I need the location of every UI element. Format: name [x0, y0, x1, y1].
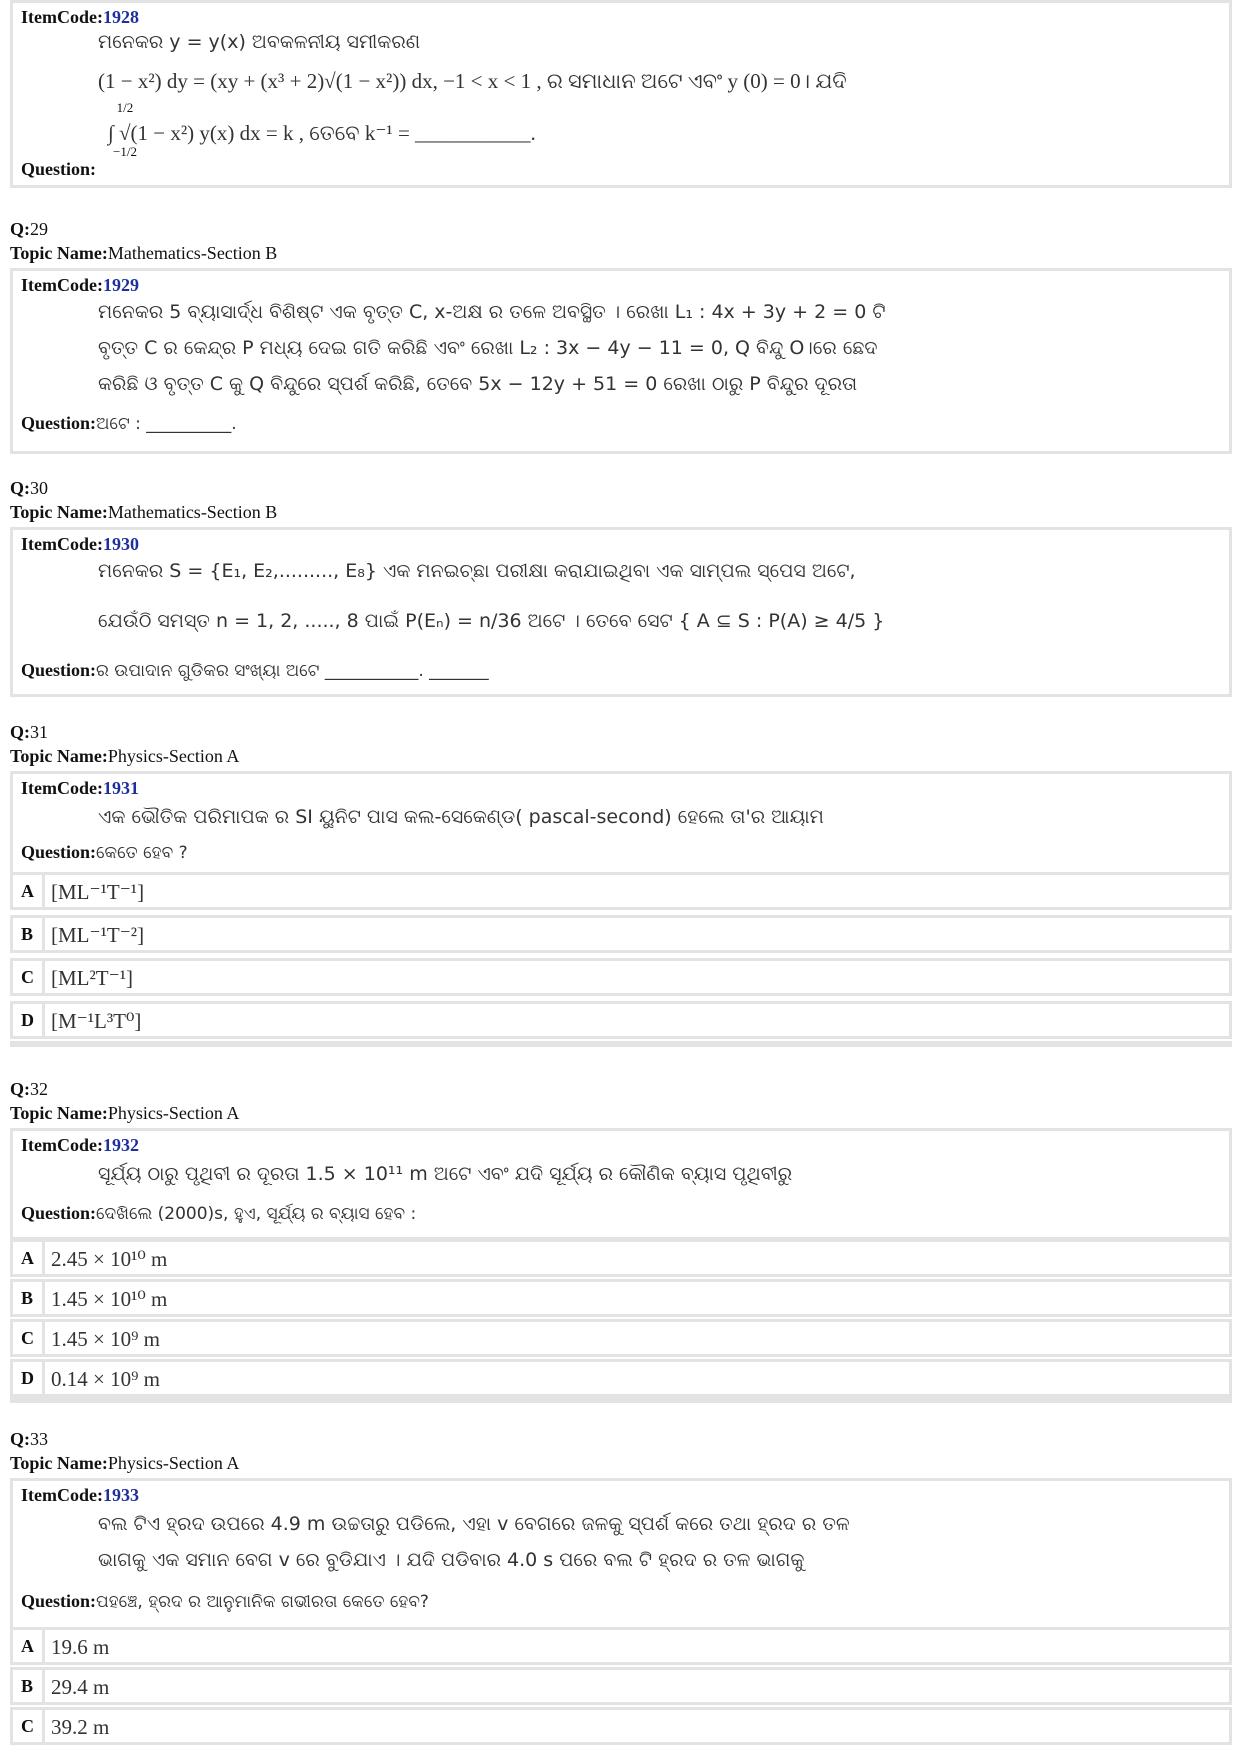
option-d[interactable] [10, 1359, 1232, 1397]
option-letter: A [21, 881, 34, 901]
question-card-1933 [10, 1478, 1232, 1630]
option-value: [ML²T⁻¹] [51, 966, 133, 990]
question-body-line: ଏକ ଭୌତିକ ପରିମାପକ ର SI ୟୁନିଟ ପାସ କଲ-ସେକେଣ୍ଡ( pascal-second) ହେଲେ ତା'ର ଆୟାମ [98, 806, 824, 828]
question-body-line: ମନେକର 5 ବ୍ୟାସାର୍ଦ୍ଧ ବିଶିଷ୍ଟ ଏକ ବୃତ୍ତ C, x-ଅକ୍ଷ ର ତଳେ ଅବସ୍ଥିତ । ରେଖା L₁ : 4x + 3y + 2 = 0 ଟି [98, 301, 886, 323]
topic-name: Topic Name:Mathematics-Section B [10, 502, 278, 522]
question-body-line: ମନେକର y = y(x) ଅବକଳନୀୟ ସମୀକରଣ [98, 31, 421, 53]
question-label: Question:ଅଟେ : __________. [21, 413, 237, 434]
option-letter: D [21, 1368, 34, 1388]
option-letter: D [21, 1010, 34, 1030]
option-value: [ML⁻¹T⁻²] [51, 923, 145, 947]
option-letter: B [21, 1676, 34, 1696]
question-label: Question:ର ଉପାଦାନ ଗୁଡିକର ସଂଖ୍ୟା ଅଟେ ___________. _______ [21, 660, 489, 681]
integral-upper-limit: 1/2 [116, 100, 134, 115]
option-a[interactable] [10, 1239, 1232, 1277]
item-code: ItemCode:1929 [21, 275, 139, 295]
item-code: ItemCode:1931 [21, 778, 139, 798]
option-c[interactable] [10, 1707, 1232, 1745]
option-value: 2.45 × 10¹⁰ m [51, 1247, 168, 1271]
option-value: 39.2 m [51, 1715, 110, 1739]
question-card-1932 [10, 1128, 1232, 1240]
item-code: ItemCode:1930 [21, 534, 139, 554]
integral-lower-limit: −1/2 [113, 144, 137, 159]
option-value: 1.45 × 10¹⁰ m [51, 1287, 168, 1311]
separator [10, 1397, 1232, 1403]
option-letter: C [21, 1328, 34, 1348]
option-b[interactable] [10, 1279, 1232, 1317]
option-letter: B [21, 1288, 34, 1308]
option-value: [M⁻¹L³T⁰] [51, 1009, 142, 1033]
topic-name: Topic Name:Mathematics-Section B [10, 243, 278, 263]
topic-name: Topic Name:Physics-Section A [10, 1453, 240, 1473]
question-card-1929 [10, 268, 1232, 454]
option-a[interactable] [10, 1627, 1232, 1665]
option-letter: C [21, 967, 34, 987]
question-number: Q:31 [10, 722, 48, 742]
question-label: Question:କେତେ ହେବ ? [21, 842, 188, 863]
question-card-1928 [10, 0, 1232, 188]
separator [10, 1041, 1232, 1047]
option-value: 1.45 × 10⁹ m [51, 1327, 160, 1351]
question-card-1930 [10, 527, 1232, 697]
question-number: Q:32 [10, 1079, 48, 1099]
option-c[interactable] [10, 1319, 1232, 1357]
question-card-1931 [10, 771, 1232, 875]
option-value: [ML⁻¹T⁻¹] [51, 880, 145, 904]
question-body-line: ସୂର୍ଯ୍ୟ ଠାରୁ ପୃଥିବୀ ର ଦୂରତା 1.5 × 10¹¹ m ଅଟେ ଏବଂ ଯଦି ସୂର୍ଯ୍ୟ ର କୌଣିକ ବ୍ୟାସ ପୃଥିବୀରୁ [98, 1163, 793, 1185]
question-body-line: (1 − x²) dy = (xy + (x³ + 2)√(1 − x²)) dx, −1 < x < 1 , ର ସମାଧାନ ଅଟେ ଏବଂ y (0) = 0। ଯଦି [98, 69, 847, 93]
topic-name: Topic Name:Physics-Section A [10, 746, 240, 766]
option-b[interactable] [10, 1667, 1232, 1705]
option-a[interactable] [10, 872, 1232, 910]
question-label: Question:ଦେଖିଲେ (2000)s, ହୁଏ, ସୂର୍ଯ୍ୟ ର ବ୍ୟାସ ହେବ : [21, 1203, 417, 1224]
item-code: ItemCode:1932 [21, 1135, 139, 1155]
option-b[interactable] [10, 915, 1232, 953]
option-letter: B [21, 924, 34, 944]
question-body-line: ∫ √(1 − x²) y(x) dx = k , ତେବେ k⁻¹ = ___________. [108, 121, 536, 145]
question-number: Q:30 [10, 478, 48, 498]
option-d[interactable] [10, 1001, 1232, 1039]
question-body-line: ଭାଗକୁ ଏକ ସମାନ ବେଗ v ରେ ବୁଡିଯାଏ । ଯଦି ପଡିବାର 4.0 s ପରେ ବଲ ଟି ହ୍ରଦ ର ତଳ ଭାଗକୁ [98, 1549, 805, 1571]
option-value: 29.4 m [51, 1675, 110, 1699]
question-body-line: ବୃତ୍ତ C ର କେନ୍ଦ୍ର P ମଧ୍ୟ ଦେଇ ଗତି କରିଛି ଏବଂ ରେଖା L₂ : 3x − 4y − 11 = 0, Q ବିନ୍ଦୁ O।ରେ ଛେଦ [98, 337, 878, 359]
question-label: Question: [21, 159, 97, 179]
question-body-line: ଯେଉଁଠି ସମସ୍ତ n = 1, 2, ....., 8 ପାଇଁ P(Eₙ) = n/36 ଅଟେ । ତେବେ ସେଟ { A ⊆ S : P(A) ≥ 4/5 } [98, 610, 885, 632]
option-value: 19.6 m [51, 1635, 110, 1659]
option-letter: C [21, 1716, 34, 1736]
item-code: ItemCode:1933 [21, 1485, 139, 1505]
question-label: Question:ପହଞ୍ଚେ, ହ୍ରଦ ର ଆନୁମାନିକ ଗଭୀରତା କେତେ ହେବ? [21, 1591, 429, 1612]
question-number: Q:33 [10, 1429, 48, 1449]
question-body-line: କରିଛି ଓ ବୃତ୍ତ C କୁ Q ବିନ୍ଦୁରେ ସ୍ପର୍ଶ କରିଛି, ତେବେ 5x − 12y + 51 = 0 ରେଖା ଠାରୁ P ବିନ୍ଦୁର ଦୂରତା [98, 373, 858, 395]
topic-name: Topic Name:Physics-Section A [10, 1103, 240, 1123]
option-value: 0.14 × 10⁹ m [51, 1367, 160, 1391]
item-code: ItemCode:1928 [21, 7, 139, 27]
question-number: Q:29 [10, 219, 48, 239]
option-letter: A [21, 1636, 34, 1656]
question-body-line: ବଲ ଟିଏ ହ୍ରଦ ଉପରେ 4.9 m ଉଚ୍ଚତାରୁ ପଡିଲେ, ଏହା v ବେଗରେ ଜଳକୁ ସ୍ପର୍ଶ କରେ ତଥା ହ୍ରଦ ର ତଳ [98, 1513, 850, 1535]
option-c[interactable] [10, 958, 1232, 996]
question-body-line: ମନେକର S = {E₁, E₂,........., E₈} ଏକ ମନଇଚ୍ଛା ପରୀକ୍ଷା କରାଯାଇଥିବା ଏକ ସାମ୍ପଲ ସ୍ପେସ ଅଟେ, [98, 560, 856, 582]
option-letter: A [21, 1248, 34, 1268]
